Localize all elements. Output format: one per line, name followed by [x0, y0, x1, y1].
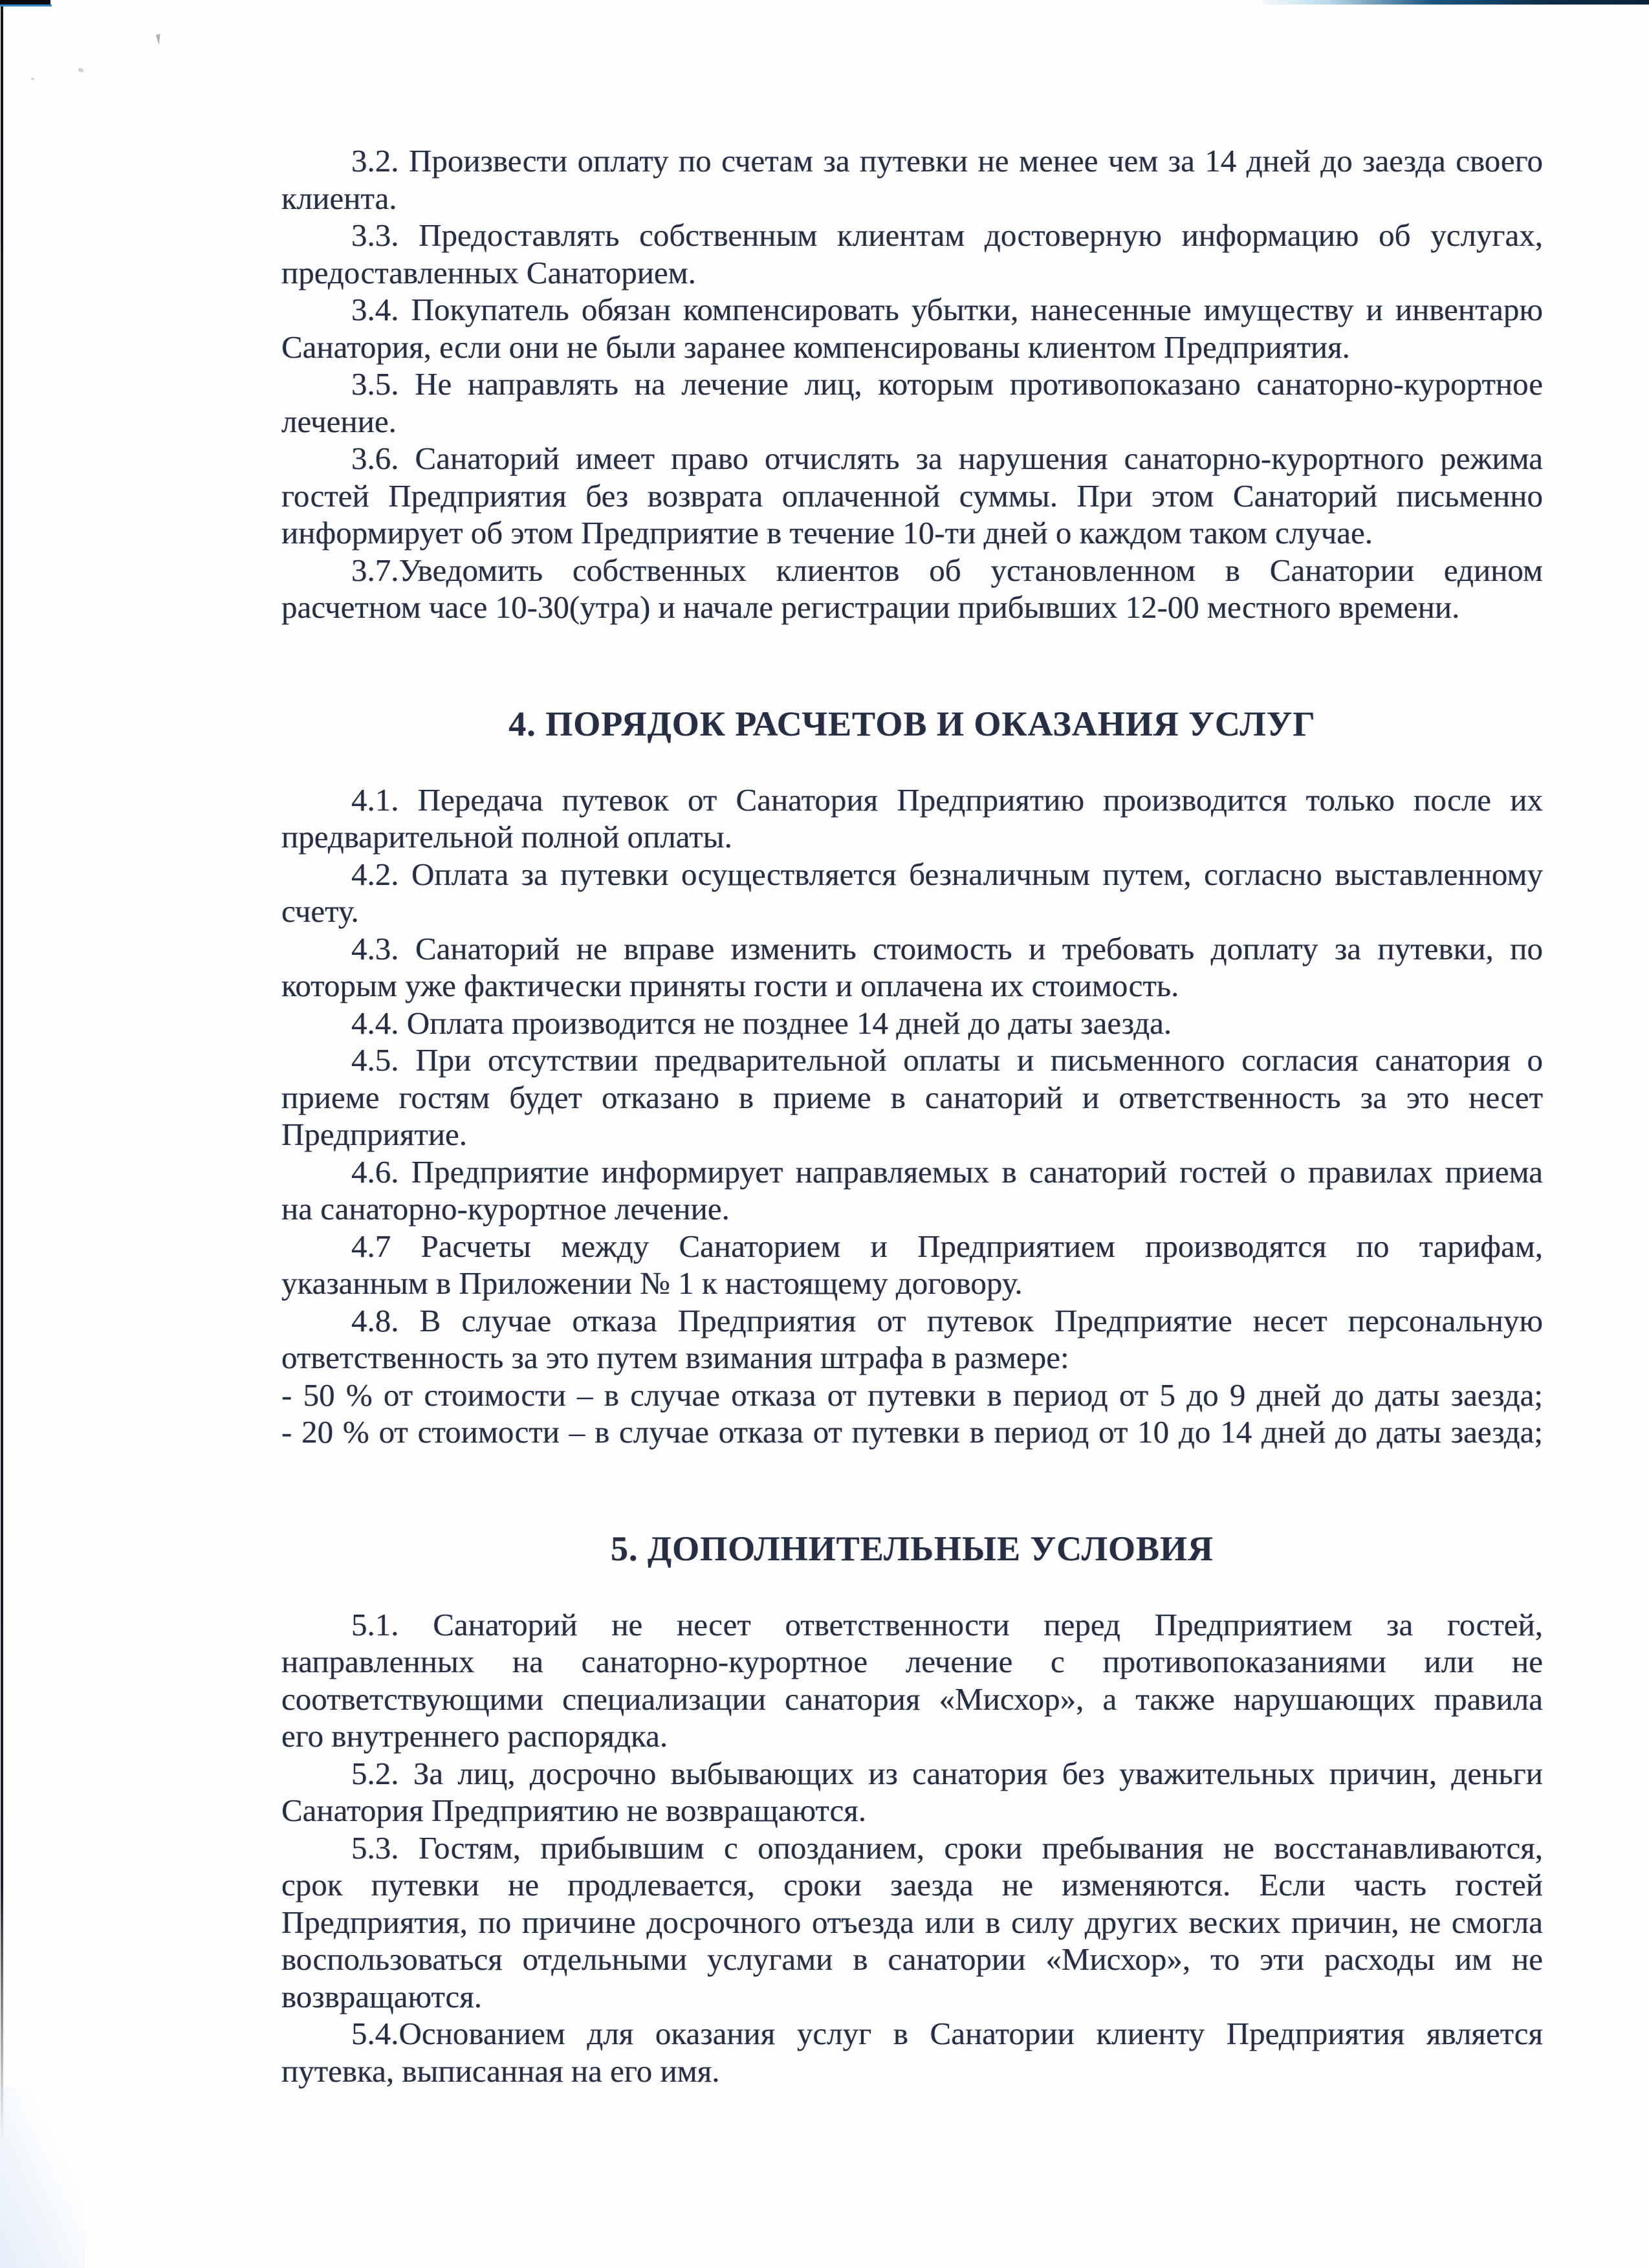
text-line: 4.8. В случае отказа Предприятия от путевок Предприятие несет персональную	[351, 1302, 1543, 1338]
text-line: - 50 % от стоимости – в случае отказа от путевки в период от 5 до 9 дней до даты заезда;	[281, 1377, 1543, 1413]
paragraph	[281, 217, 1543, 291]
text-line: Предприятия, по причине досрочного отъезда или в силу других веских причин, не смогла	[281, 1904, 1543, 1940]
text-line: 3.5. Не направлять на лечение лиц, которым противопоказано санаторно-курортное	[351, 366, 1543, 402]
text-line: указанным в Приложении № 1 к настоящему договору.	[281, 1265, 1023, 1301]
paragraph	[281, 365, 1543, 440]
paragraph	[281, 1377, 1543, 1414]
scan-left-edge-line	[1, 6, 3, 2141]
text-line: 5.4.Основанием для оказания услуг в Санатории клиенту Предприятия является	[351, 2016, 1543, 2051]
text-line: расчетном часе 10-30(утра) и начале регистрации прибывших 12-00 местного времени.	[281, 589, 1460, 625]
scan-top-edge-bar	[1254, 0, 1649, 5]
text-line: гостей Предприятия без возврата оплаченной суммы. При этом Санаторий письменно	[281, 477, 1543, 514]
text-line: клиента.	[281, 180, 397, 216]
text-line: 3.2. Произвести оплату по счетам за путевки не менее чем за 14 дней до заезда своего	[351, 143, 1543, 179]
text-line: 3.4. Покупатель обязан компенсировать убытки, нанесенные имуществу и инвентарю	[351, 292, 1543, 327]
paragraph	[281, 440, 1543, 552]
text-line: направленных на санаторно-курортное лечение с противопоказаниями или не	[281, 1644, 1543, 1679]
text-line: 4.7 Расчеты между Санаторием и Предприятием производятся по тарифам,	[351, 1228, 1543, 1264]
text-line: воспользоваться отдельными услугами в санатории «Мисхор», то эти расходы им не	[281, 1941, 1543, 1977]
text-line: Санатория, если они не были заранее компенсированы клиентом Предприятия.	[281, 329, 1350, 365]
paragraph	[281, 552, 1543, 626]
text-line: срок путевки не продлевается, сроки заезда не изменяются. Если часть гостей	[281, 1867, 1543, 1903]
scan-corner-mark	[0, 0, 50, 5]
scan-speck	[31, 78, 34, 80]
text-line: Санатория Предприятию не возвращаются.	[281, 1793, 867, 1828]
text-line: 3.6. Санаторий имеет право отчислять за нарушения санаторно-курортного режима	[351, 441, 1543, 476]
text-line: приеме гостям будет отказано в приеме в санаторий и ответственность за это несет	[281, 1079, 1543, 1115]
text-line: возвращаются.	[281, 1978, 483, 2014]
paragraph	[281, 781, 1543, 856]
document-content	[281, 142, 1543, 2089]
paragraph	[281, 1413, 1543, 1451]
text-line: 5.2. За лиц, досрочно выбывающих из санатория без уважительных причин, деньги	[351, 1755, 1543, 1791]
paragraph	[281, 1302, 1543, 1377]
paragraph	[281, 142, 1543, 217]
text-line: его внутреннего распорядка.	[281, 1718, 668, 1754]
text-line: ответственность за это путем взимания штрафа в размере:	[281, 1340, 1069, 1375]
paragraph	[281, 1606, 1543, 1755]
text-line: 4.1. Передача путевок от Санатория Предприятию производится только после их	[351, 781, 1543, 818]
scan-bottom-tint	[0, 2087, 84, 2268]
text-line: информирует об этом Предприятие в течение 10-ти дней о каждом таком случае.	[281, 515, 1373, 551]
text-line: предоставленных Санаторием.	[281, 254, 696, 290]
paragraph	[281, 930, 1543, 1005]
text-line: 4.2. Оплата за путевки осуществляется безналичным путем, согласно выставленному	[351, 856, 1543, 892]
text-line: на санаторно-курортное лечение.	[281, 1191, 730, 1227]
paragraph	[281, 1829, 1543, 2016]
text-line: соответствующими специализации санатория «Мисхор», а также нарушающих правила	[281, 1681, 1543, 1717]
scan-speck	[156, 33, 166, 45]
scan-corner-underline	[0, 5, 52, 6]
paragraph	[281, 1005, 1543, 1042]
text-line: 3.3. Предоставлять собственным клиентам достоверную информацию об услугах,	[351, 217, 1543, 253]
text-line: путевка, выписанная на его имя.	[281, 2053, 720, 2089]
paragraph	[281, 1041, 1543, 1153]
text-line: 4.6. Предприятие информирует направляемых в санаторий гостей о правилах приема	[351, 1153, 1543, 1190]
scan-speck	[78, 68, 83, 73]
text-line: 4.3. Санаторий не вправе изменить стоимость и требовать доплату за путевки, по	[351, 930, 1543, 966]
section-heading: 4. ПОРЯДОК РАСЧЕТОВ И ОКАЗАНИЯ УСЛУГ	[508, 704, 1316, 743]
section-heading: 5. ДОПОЛНИТЕЛЬНЫЕ УСЛОВИЯ	[610, 1529, 1214, 1568]
paragraph	[281, 856, 1543, 930]
paragraph	[281, 2015, 1543, 2089]
text-line: предварительной полной оплаты.	[281, 819, 732, 855]
text-line: 4.4. Оплата производится не позднее 14 дней до даты заезда.	[351, 1005, 1172, 1041]
text-line: которым уже фактически приняты гости и оплачена их стоимость.	[281, 968, 1179, 1003]
text-line: лечение.	[281, 403, 397, 439]
text-line: 5.3. Гостям, прибывшим с опозданием, сроки пребывания не восстанавливаются,	[351, 1829, 1543, 1866]
text-line: 5.1. Санаторий не несет ответственности перед Предприятием за гостей,	[351, 1606, 1543, 1642]
paragraph	[281, 1228, 1543, 1302]
paragraph	[281, 1153, 1543, 1228]
text-line: счету.	[281, 893, 359, 929]
paragraph	[281, 1755, 1543, 1829]
text-line: 4.5. При отсутствии предварительной оплаты и письменного согласия санатория о	[351, 1042, 1543, 1078]
paragraph	[281, 291, 1543, 365]
text-line: Предприятие.	[281, 1117, 468, 1152]
text-line: - 20 % от стоимости – в случае отказа от путевки в период от 10 до 14 дней до даты заезда;	[281, 1414, 1543, 1450]
text-line: 3.7.Уведомить собственных клиентов об установленном в Санатории едином	[351, 552, 1543, 588]
